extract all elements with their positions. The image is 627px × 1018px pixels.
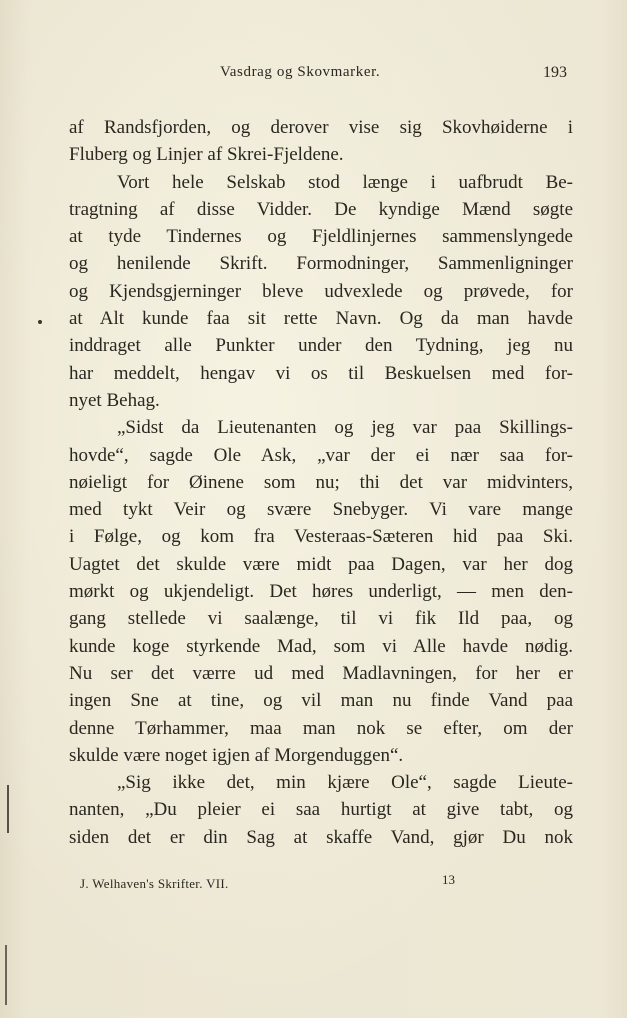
running-head [0,64,627,84]
text-line: Fluberg og Linjer af Skrei-Fjeldene. [69,144,344,166]
text-line: tragtning af disse Vidder. De kyndige Mænd søgte [69,198,573,220]
signature-line: J. Welhaven's Skrifter. VII. [80,876,229,891]
text-line: Vort hele Selskab stod længe i uafbrudt Be- [117,171,573,193]
text-line: Nu ser det værre ud med Madlavningen, for her er [69,662,573,684]
text-line: inddraget alle Punkter under den Tydning, jeg nu [69,335,573,357]
margin-mark [7,785,9,833]
margin-dot [38,320,42,324]
page-footer [0,872,627,894]
text-line: og henilende Skrift. Formodninger, Sammenligninger [69,253,573,275]
text-line: med tykt Veir og svære Snebyger. Vi vare mange [69,499,573,521]
text-line: at Alt kunde faa sit rette Navn. Og da man havde [69,308,573,330]
text-line: „Sig ikke det, min kjære Ole“, sagde Lieute- [117,772,573,794]
text-line: siden det er din Sag at skaffe Vand, gjør Du nok [69,826,573,848]
text-line: og Kjendsgjerninger bleve udvexlede og prøvede, for [69,280,573,302]
text-line: at tyde Tindernes og Fjeldlinjernes sammenslyngede [69,226,573,248]
text-line: hovde“, sagde Ole Ask, „var der ei nær saa for- [69,444,573,466]
text-line: „Sidst da Lieutenanten og jeg var paa Skillings- [117,417,573,439]
sheet-number: 13 [442,872,455,887]
text-line: af Randsfjorden, og derover vise sig Skovhøiderne i [69,117,573,138]
text-line: nyet Behag. [69,389,160,411]
running-title: Vasdrag og Skovmarker. [220,64,381,80]
text-line: Uagtet det skulde være midt paa Dagen, var her dog [69,553,573,575]
text-line: gang stellede vi saalænge, til vi fik Ild paa, og [69,608,573,630]
text-line: i Følge, og kom fra Vesteraas-Sæteren hid paa Ski. [69,526,573,548]
text-line: skulde være noget igjen af Morgenduggen“. [69,744,404,766]
text-line: mørkt og ukjendeligt. Det høres underligt, — men den- [69,581,573,603]
text-line: ingen Sne at tine, og vil man nu finde Vand paa [69,690,573,712]
margin-mark [5,945,7,1005]
page-number: 193 [543,64,567,81]
text-line: har meddelt, hengav vi os til Beskuelsen med for- [69,362,573,384]
text-line: nanten, „Du pleier ei saa hurtigt at give tabt, og [69,799,573,821]
text-line: denne Tørhammer, maa man nok se efter, om der [69,717,573,739]
text-line: kunde koge styrkende Mad, som vi Alle havde nødig. [69,635,573,657]
text-line: nøieligt for Øinene som nu; thi det var midvinters, [69,471,573,493]
body-text [69,114,573,851]
